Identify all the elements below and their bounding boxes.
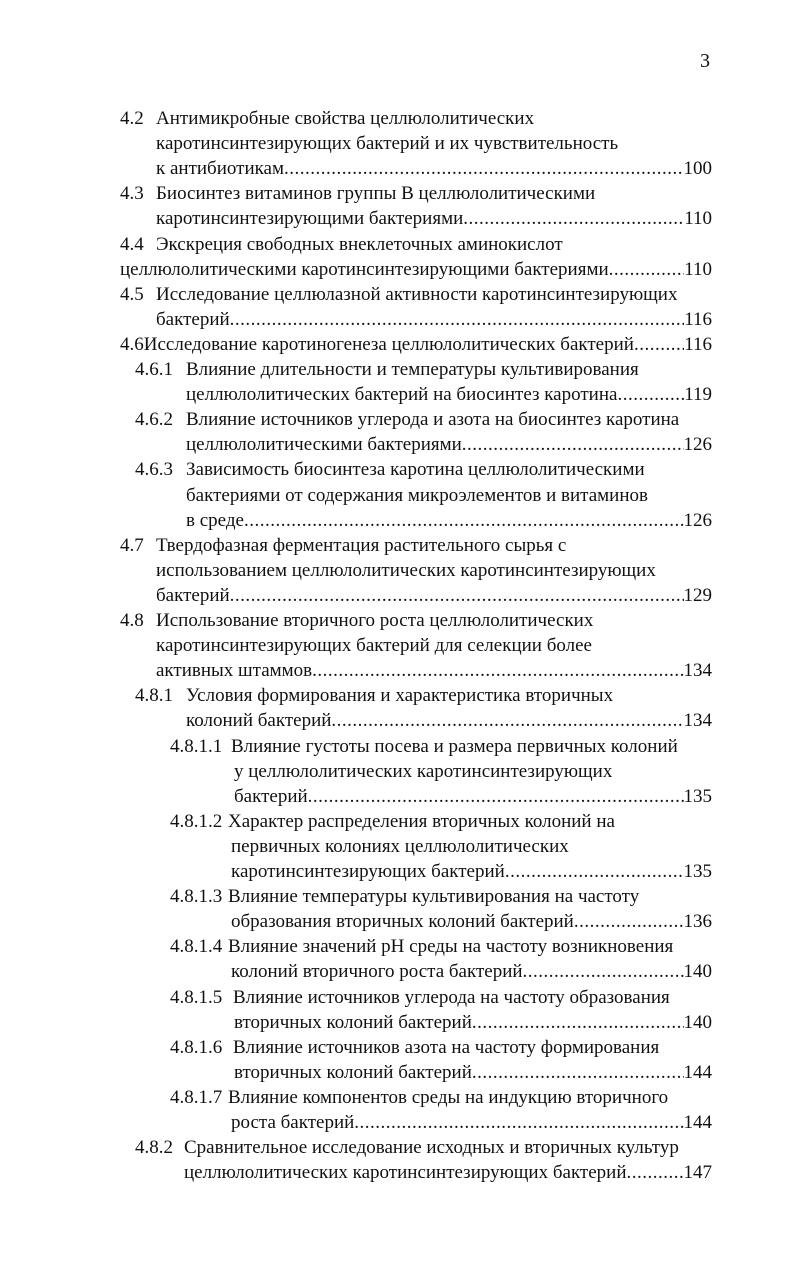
toc-entry-title: у целлюлолитических каротинсинтезирующих xyxy=(234,761,613,782)
toc-entry-title: роста бактерий xyxy=(231,1112,355,1133)
toc-dot-leader xyxy=(523,959,684,984)
toc-entry-line xyxy=(186,382,712,407)
toc-entry-page: 140 xyxy=(683,961,712,982)
toc-entry-title: бактерий xyxy=(156,585,230,606)
toc-entry-page: 116 xyxy=(684,334,712,355)
toc-entry-page: 126 xyxy=(683,434,712,455)
toc-entry-title: бактерий xyxy=(156,309,230,330)
toc-entry-page: 110 xyxy=(684,259,712,280)
toc-entry-line xyxy=(234,1010,712,1035)
toc-entry-title: Исследование целлюлазной активности каротинсинтезирующих xyxy=(156,284,678,305)
toc-entry-line xyxy=(120,282,677,307)
toc-entry-line xyxy=(170,934,673,959)
toc-entry-title: к антибиотикам xyxy=(156,158,285,179)
toc-dot-leader xyxy=(617,382,684,407)
toc-entry-line xyxy=(186,483,648,508)
toc-dot-leader xyxy=(627,1160,684,1185)
toc-entry-title: бактериями от содержания микроэлементов и витаминов xyxy=(186,485,648,506)
toc-entry-number: 4.6.3 xyxy=(135,459,173,480)
toc-entry-number: 4.6.1 xyxy=(135,359,173,380)
toc-entry-number: 4.8.1 xyxy=(135,685,173,706)
toc-entry-line xyxy=(156,558,656,583)
toc-entry-line xyxy=(156,658,712,683)
toc-entry-page: 100 xyxy=(683,158,712,179)
toc-entry-number: 4.8.1.2 xyxy=(170,811,223,832)
toc-entry-title: Твердофазная ферментация растительного сырья с xyxy=(156,535,567,556)
toc-entry-title: Биосинтез витаминов группы В целлюлолитическими xyxy=(156,183,596,204)
toc-entry-page: 119 xyxy=(684,384,712,405)
toc-entry-line xyxy=(231,859,712,884)
toc-entry-line xyxy=(186,432,712,457)
toc-entry-page: 144 xyxy=(683,1062,712,1083)
toc-entry-line xyxy=(120,608,593,633)
toc-entry-title: Влияние длительности и температуры культивирования xyxy=(186,359,639,380)
toc-entry-title: активных штаммов xyxy=(156,660,313,681)
toc-entry-number: 4.8.1.4 xyxy=(170,936,223,957)
toc-entry-title: Экскреция свободных внеклеточных аминокислот xyxy=(156,234,563,255)
toc-entry-line xyxy=(120,106,534,131)
toc-entry-line xyxy=(120,257,712,282)
toc-entry-line xyxy=(170,1035,659,1060)
toc-entry-number: 4.4 xyxy=(120,234,144,255)
toc-dot-leader xyxy=(244,508,684,533)
toc-entry-title: Влияние источников углерода на частоту образования xyxy=(233,987,670,1008)
toc-entry-number: 4.7 xyxy=(120,535,144,556)
toc-entry-title: каротинсинтезирующих бактерий xyxy=(231,861,505,882)
toc-dot-leader xyxy=(574,909,684,934)
toc-dot-leader xyxy=(463,206,684,231)
toc-entry-title: каротинсинтезирующих бактерий для селекции более xyxy=(156,635,592,656)
toc-entry-number: 4.3 xyxy=(120,183,144,204)
toc-entry-page: 110 xyxy=(684,208,712,229)
toc-entry-title: бактерий xyxy=(234,786,308,807)
toc-entry-page: 116 xyxy=(684,309,712,330)
toc-entry-page: 134 xyxy=(683,660,712,681)
toc-entry-title: вторичных колоний бактерий xyxy=(234,1012,472,1033)
toc-entry-page: 144 xyxy=(683,1112,712,1133)
toc-entry-line xyxy=(135,407,679,432)
toc-dot-leader xyxy=(634,332,684,357)
toc-entry-title: Использование вторичного роста целлюлолитических xyxy=(156,610,594,631)
toc-entry-title: вторичных колоний бактерий xyxy=(234,1062,472,1083)
toc-entry-line xyxy=(186,708,712,733)
toc-entry-title: каротинсинтезирующими бактериями xyxy=(156,208,464,229)
toc-entry-title: в среде xyxy=(186,510,244,531)
toc-entry-line xyxy=(170,1085,668,1110)
toc-entry-title: Сравнительное исследование исходных и вторичных культур xyxy=(184,1137,679,1158)
toc-entry-line xyxy=(170,809,615,834)
toc-entry-line xyxy=(234,759,612,784)
toc-entry-line xyxy=(170,884,639,909)
toc-entry-title: Влияние густоты посева и размера первичных колоний xyxy=(231,736,678,757)
page-number: 3 xyxy=(700,50,710,72)
toc-entry-number: 4.2 xyxy=(120,108,144,129)
toc-entry-title: Влияние компонентов среды на индукцию вторичного xyxy=(228,1087,669,1108)
toc-entry-line xyxy=(184,1160,712,1185)
toc-entry-line xyxy=(186,508,712,533)
toc-entry-page: 140 xyxy=(683,1012,712,1033)
toc-entry-number: 4.5 xyxy=(120,284,144,305)
toc-entry-title: каротинсинтезирующих бактерий и их чувствительность xyxy=(156,133,619,154)
toc-entry-number: 4.8.1.5 xyxy=(170,987,223,1008)
toc-dot-leader xyxy=(609,257,685,282)
toc-entry-title: целлюлолитическими бактериями xyxy=(186,434,462,455)
toc-entry-title: колоний вторичного роста бактерий xyxy=(231,961,523,982)
toc-entry-number: 4.8.1.6 xyxy=(170,1037,223,1058)
toc-entry-title: Исследование каротиногенеза целлюлолитических бактерий xyxy=(143,334,634,355)
toc-dot-leader xyxy=(331,708,683,733)
toc-entry-line xyxy=(231,834,569,859)
toc-entry-title: целлюлолитических каротинсинтезирующих бактерий xyxy=(184,1162,627,1183)
toc-entry-line xyxy=(120,181,595,206)
toc-dot-leader xyxy=(230,307,685,332)
toc-entry-page: 135 xyxy=(683,786,712,807)
toc-entry-line xyxy=(135,357,639,382)
toc-entry-line xyxy=(234,1060,712,1085)
toc-dot-leader xyxy=(312,658,683,683)
toc-entry-title: целлюлолитических бактерий на биосинтез каротина xyxy=(186,384,618,405)
toc-entry-number: 4.6.2 xyxy=(135,409,173,430)
toc-entry-line xyxy=(231,1110,712,1135)
toc-dot-leader xyxy=(472,1060,684,1085)
toc-entry-title: Влияние источников азота на частоту формирования xyxy=(233,1037,660,1058)
toc-entry-number: 4.8 xyxy=(120,610,144,631)
toc-entry-title: образования вторичных колоний бактерий xyxy=(231,911,574,932)
toc-dot-leader xyxy=(230,583,684,608)
toc-entry-page: 147 xyxy=(683,1162,712,1183)
toc-entry-line xyxy=(120,232,563,257)
toc-entry-title: Условия формирования и характеристика вторичных xyxy=(186,685,614,706)
toc-entry-page: 129 xyxy=(683,585,712,606)
toc-entry-title: Антимикробные свойства целлюлолитических xyxy=(156,108,535,129)
toc-entry-line xyxy=(135,683,613,708)
toc-entry-title: колоний бактерий xyxy=(186,710,332,731)
toc-entry-line xyxy=(156,633,592,658)
toc-entry-title: Зависимость биосинтеза каротина целлюлолитическими xyxy=(186,459,645,480)
toc-entry-title: Влияние источников углерода и азота на биосинтез каротина xyxy=(186,409,680,430)
toc-entry-line xyxy=(231,909,712,934)
toc-entry-title: использованием целлюлолитических каротинсинтезирующих xyxy=(156,560,656,581)
toc-entry-line xyxy=(156,307,712,332)
toc-dot-leader xyxy=(472,1010,684,1035)
toc-entry-line xyxy=(156,156,712,181)
toc-entry-title: первичных колониях целлюлолитических xyxy=(231,836,569,857)
toc-entry-line xyxy=(120,533,566,558)
toc-entry-line xyxy=(170,734,678,759)
toc-entry-number: 4.8.1.1 xyxy=(170,736,223,757)
toc-dot-leader xyxy=(308,784,684,809)
toc-entry-line xyxy=(135,457,645,482)
toc-entry-number: 4.8.1.7 xyxy=(170,1087,223,1108)
toc-entry-line xyxy=(156,583,712,608)
toc-entry-line xyxy=(156,206,712,231)
toc-dot-leader xyxy=(284,156,683,181)
toc-entry-page: 126 xyxy=(683,510,712,531)
toc-entry-title: Влияние значений pH среды на частоту возникновения xyxy=(228,936,674,957)
toc-entry-page: 135 xyxy=(683,861,712,882)
toc-entry-line xyxy=(170,985,670,1010)
toc-entry-page: 136 xyxy=(683,911,712,932)
toc-dot-leader xyxy=(462,432,684,457)
toc-entry-line xyxy=(231,959,712,984)
toc-entry-title: Характер распределения вторичных колоний на xyxy=(228,811,615,832)
toc-entry-line xyxy=(120,332,712,357)
toc-entry-line xyxy=(135,1135,679,1160)
toc-entry-title: Влияние температуры культивирования на частоту xyxy=(228,886,640,907)
toc-entry-number: 4.8.1.3 xyxy=(170,886,223,907)
toc-entry-number: 4.8.2 xyxy=(135,1137,173,1158)
toc-entry-page: 134 xyxy=(683,710,712,731)
toc-dot-leader xyxy=(505,859,684,884)
toc-entry-line xyxy=(156,131,618,156)
toc-entry-line xyxy=(234,784,712,809)
toc-dot-leader xyxy=(354,1110,683,1135)
toc-entry-number: 4.6 xyxy=(120,334,144,355)
toc-entry-title: целлюлолитическими каротинсинтезирующими бактериями xyxy=(120,259,609,280)
